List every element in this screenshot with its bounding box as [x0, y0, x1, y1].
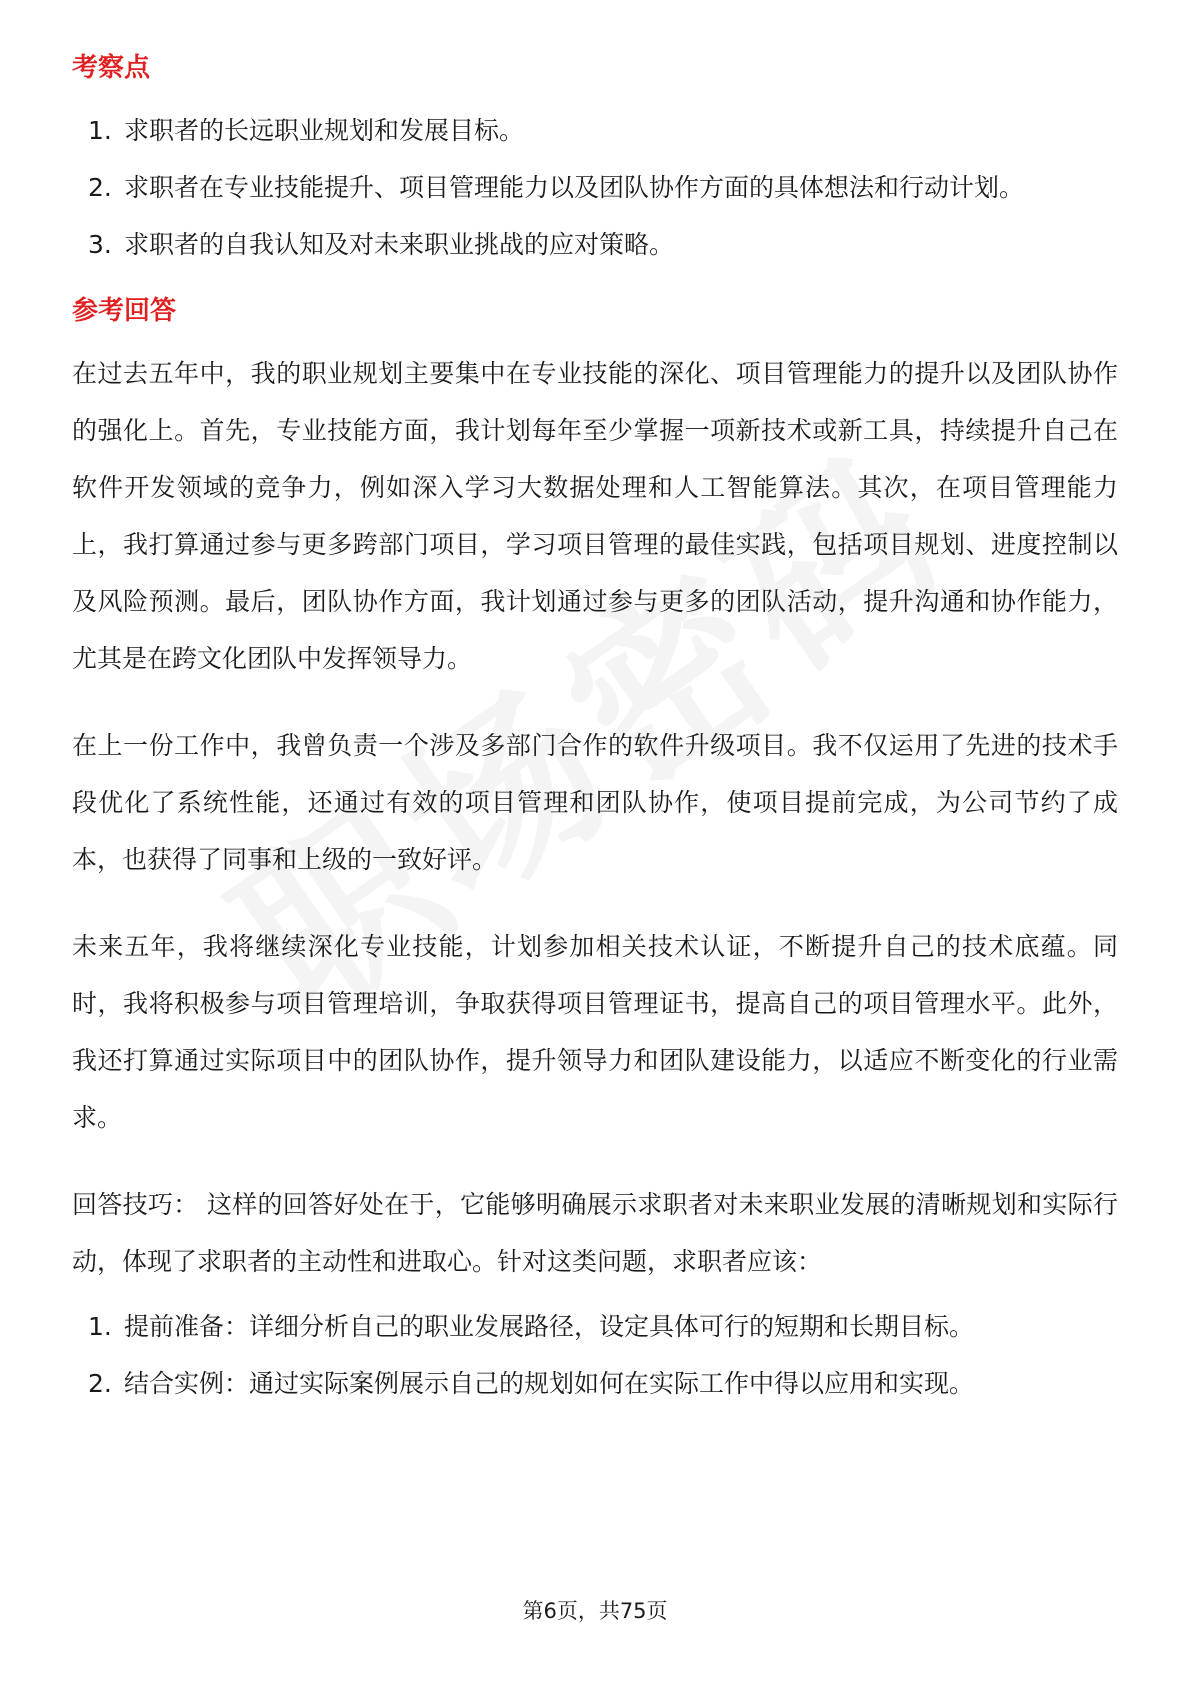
- list-number: 2.: [88, 173, 112, 202]
- list-number: 1.: [88, 1312, 112, 1341]
- list-item: [72, 216, 1118, 273]
- list-item-text: 求职者的长远职业规划和发展目标。: [124, 116, 525, 145]
- answer-paragraph: 在上一份工作中，我曾负责一个涉及多部门合作的软件升级项目。我不仅运用了先进的技术手段优化了系统性能，还通过有效的项目管理和团队协作，使项目提前完成，为公司节约了成本，也获得了同事和上级的一致好评。: [72, 731, 1118, 874]
- answer-paragraph: 未来五年，我将继续深化专业技能，计划参加相关技术认证，不断提升自己的技术底蕴。同时，我将积极参与项目管理培训，争取获得项目管理证书，提高自己的项目管理水平。此外，我还打算通过实际项目中的团队协作，提升领导力和团队建设能力，以适应不断变化的行业需求。: [72, 932, 1118, 1132]
- list-item-text: 求职者在专业技能提升、项目管理能力以及团队协作方面的具体想法和行动计划。: [124, 173, 1025, 202]
- list-item: [72, 1298, 1118, 1355]
- page-content: [72, 48, 1118, 1412]
- list-number: 2.: [88, 1369, 112, 1398]
- list-item: [72, 102, 1118, 159]
- page-footer: [0, 1596, 1190, 1626]
- answer-paragraph: 在过去五年中，我的职业规划主要集中在专业技能的深化、项目管理能力的提升以及团队协作的强化上。首先，专业技能方面，我计划每年至少掌握一项新技术或新工具，持续提升自己在软件开发领域的竞争力，例如深入学习大数据处理和人工智能算法。其次，在项目管理能力上，我打算通过参与更多跨部门项目，学习项目管理的最佳实践，包括项目规划、进度控制以及风险预测。最后，团队协作方面，我计划通过参与更多的团队活动，提升沟通和协作能力，尤其是在跨文化团队中发挥领导力。: [72, 359, 1118, 673]
- tips-list: [72, 1298, 1118, 1412]
- list-item: [72, 159, 1118, 216]
- list-number: 1.: [88, 116, 112, 145]
- answer-heading: 参考回答: [72, 296, 177, 326]
- list-item-text: 结合实例：通过实际案例展示自己的规划如何在实际工作中得以应用和实现。: [124, 1369, 975, 1398]
- points-heading: 考察点: [72, 53, 151, 83]
- list-number: 3.: [88, 230, 112, 259]
- list-item-text: 提前准备：详细分析自己的职业发展路径，设定具体可行的短期和长期目标。: [124, 1312, 975, 1341]
- list-item: [72, 1355, 1118, 1412]
- points-list: [72, 102, 1118, 273]
- tips-intro-paragraph: 回答技巧： 这样的回答好处在于，它能够明确展示求职者对未来职业发展的清晰规划和实际行动，体现了求职者的主动性和进取心。针对这类问题，求职者应该：: [72, 1190, 1118, 1276]
- list-item-text: 求职者的自我认知及对未来职业挑战的应对策略。: [124, 230, 675, 259]
- page-number-label: 第6页，共75页: [522, 1599, 668, 1623]
